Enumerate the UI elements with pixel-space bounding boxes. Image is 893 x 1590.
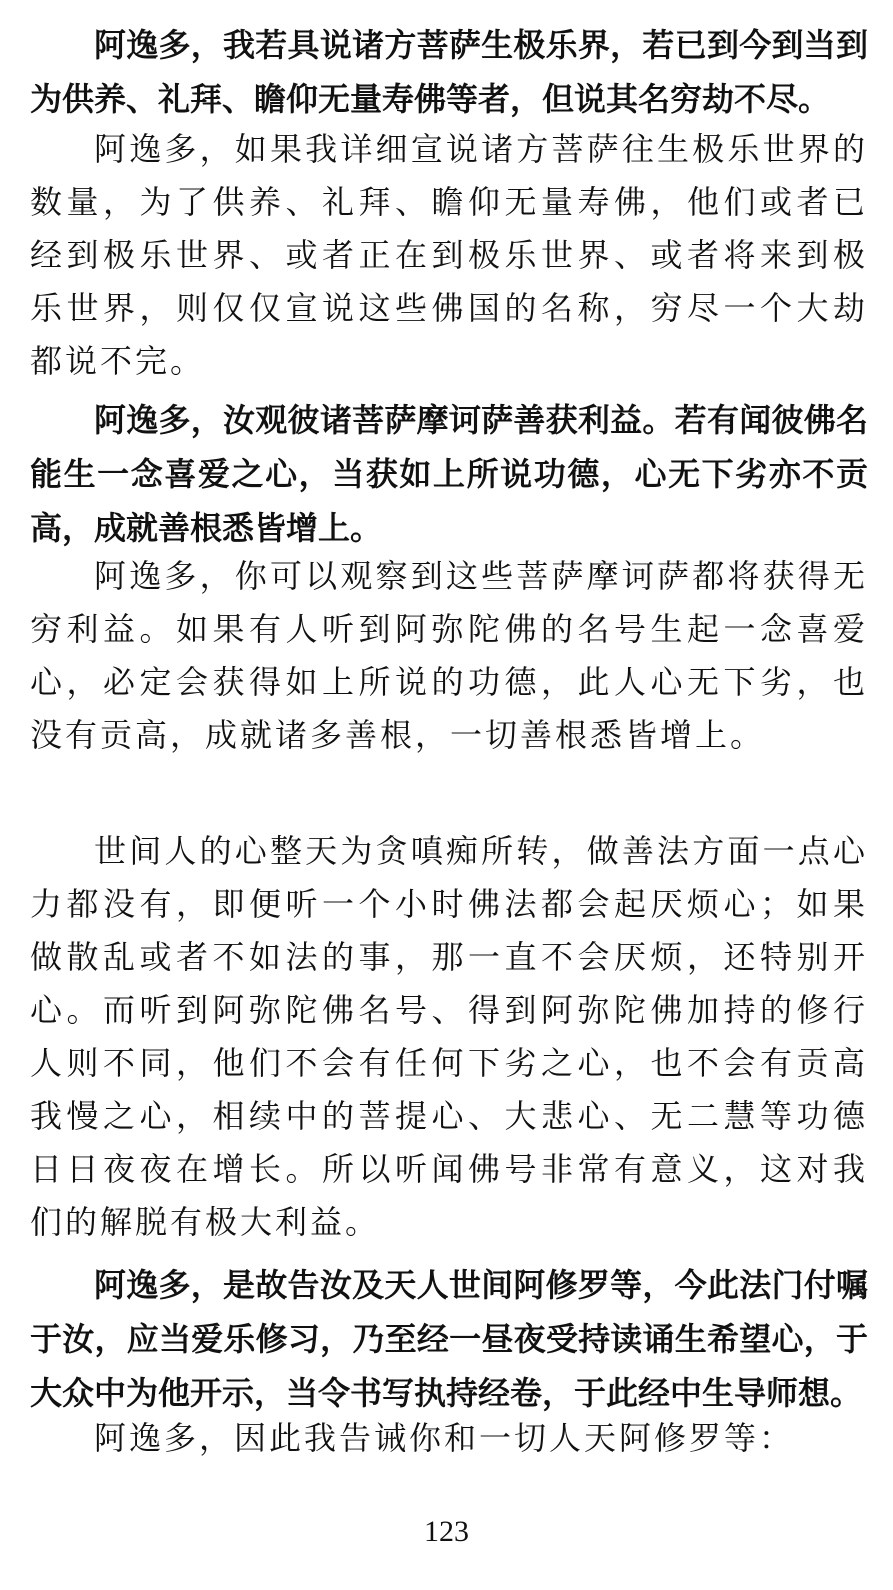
commentary-paragraph: 阿逸多，如果我详细宣说诸方菩萨往生极乐世界的数量，为了供养、礼拜、瞻仰无量寿佛，他们或者已经到极乐世界、或者正在到极乐世界、或者将来到极乐世界，则仅仅宣说这些佛国的名称，穷尽一个大劫都说不完。: [30, 130, 868, 380]
sutra-paragraph: 阿逸多，我若具说诸方菩萨生极乐界，若已到今到当到为供养、礼拜、瞻仰无量寿佛等者，但说其名穷劫不尽。: [30, 26, 868, 118]
commentary-paragraph: 世间人的心整天为贪嗔痴所转，做善法方面一点心力都没有，即便听一个小时佛法都会起厌烦心；如果做散乱或者不如法的事，那一直不会厌烦，还特别开心。而听到阿弥陀佛名号、得到阿弥陀佛加持的修行人则不同，他们不会有任何下劣之心，也不会有贡高我慢之心，相续中的菩提心、大悲心、无二慧等功德日日夜夜在增长。所以听闻佛号非常有意义，这对我们的解脱有极大利益。: [30, 832, 868, 1241]
commentary-paragraph: 阿逸多，因此我告诫你和一切人天阿修罗等：: [94, 1419, 795, 1457]
commentary-paragraph: 阿逸多，你可以观察到这些菩萨摩诃萨都将获得无穷利益。如果有人听到阿弥陀佛的名号生起一念喜爱心，必定会获得如上所说的功德，此人心无下劣，也没有贡高，成就诸多善根，一切善根悉皆增上。: [30, 557, 868, 754]
sutra-paragraph: 阿逸多，是故告汝及天人世间阿修罗等，今此法门付嘱于汝，应当爱乐修习，乃至经一昼夜受持读诵生希望心，于大众中为他开示，当令书写执持经卷，于此经中生导师想。: [30, 1266, 868, 1412]
sutra-paragraph: 阿逸多，汝观彼诸菩萨摩诃萨善获利益。若有闻彼佛名能生一念喜爱之心，当获如上所说功德，心无下劣亦不贡高，成就善根悉皆增上。: [30, 401, 868, 547]
page-number: 123: [424, 1515, 469, 1548]
